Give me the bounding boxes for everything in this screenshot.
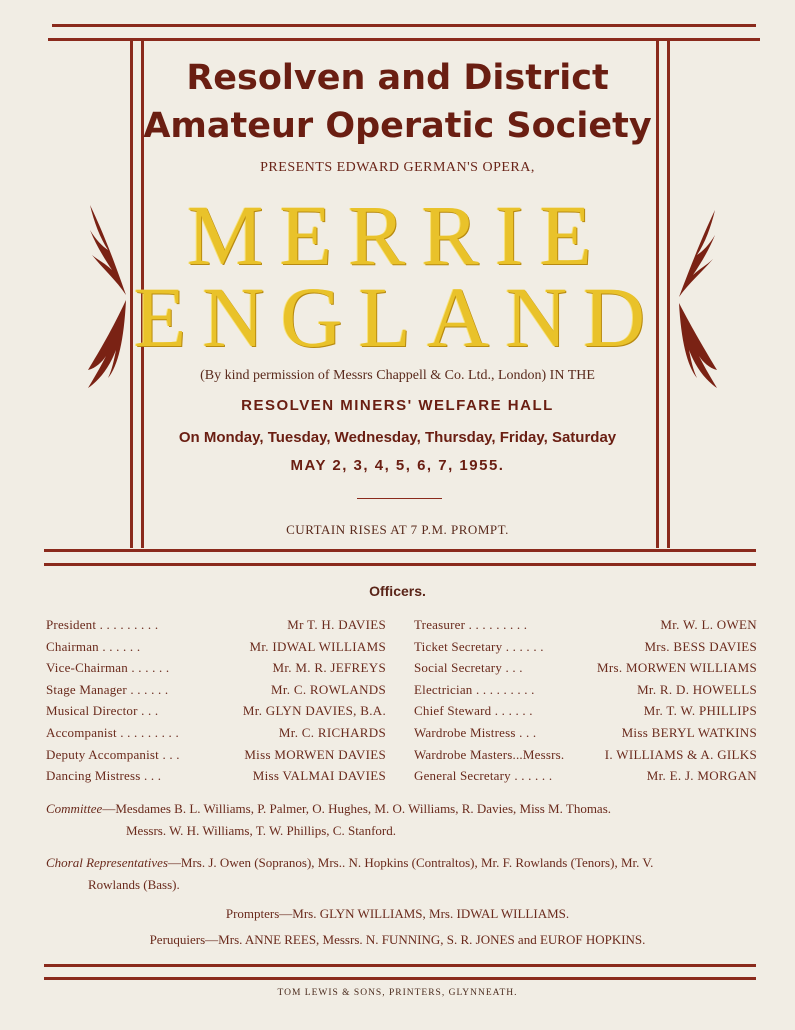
officer-role: Accompanist . . . . . . . . . bbox=[46, 724, 179, 740]
officer-role: Stage Manager . . . . . . bbox=[46, 681, 169, 697]
officer-role: Musical Director . . . bbox=[46, 703, 159, 719]
officer-role: Electrician . . . . . . . . . bbox=[414, 681, 535, 697]
officer-row bbox=[414, 614, 757, 636]
officer-row bbox=[414, 744, 757, 766]
officer-row bbox=[414, 679, 757, 701]
officer-role: Social Secretary . . . bbox=[414, 660, 523, 676]
curtain-line: CURTAIN RISES AT 7 P.M. PROMPT. bbox=[286, 522, 509, 537]
choral-label: Choral Representatives bbox=[46, 855, 168, 870]
printer-credit: TOM LEWIS & SONS, PRINTERS, GLYNNEATH. bbox=[277, 988, 518, 998]
officer-name: Mrs. BESS DAVIES bbox=[644, 638, 757, 654]
officer-name: Mr. R. D. HOWELLS bbox=[637, 681, 757, 697]
days-line: On Monday, Tuesday, Wednesday, Thursday, Friday, Saturday bbox=[178, 429, 617, 446]
officer-role: Chairman . . . . . . bbox=[46, 638, 141, 654]
committee-members: —Mesdames B. L. Williams, P. Palmer, O. Hughes, M. O. Williams, R. Davies, Miss M. Thomas. bbox=[102, 801, 612, 816]
officer-name: Miss MORWEN DAVIES bbox=[244, 746, 386, 762]
officer-role: Deputy Accompanist . . . bbox=[46, 746, 180, 762]
opera-title-merrie: MERRIE bbox=[187, 187, 608, 283]
officer-role: Ticket Secretary . . . . . . bbox=[414, 638, 544, 654]
permission-line: (By kind permission of Messrs Chappell & Co. Ltd., London) IN THE bbox=[200, 368, 595, 383]
officer-name: Mr. IDWAL WILLIAMS bbox=[249, 638, 386, 654]
officer-role: Treasurer . . . . . . . . . bbox=[414, 617, 528, 632]
officers-left-column bbox=[46, 614, 386, 787]
officer-name: Mr T. H. DAVIES bbox=[287, 617, 386, 632]
officer-role: Wardrobe Mistress . . . bbox=[414, 724, 537, 740]
officer-name: Mr. E. J. MORGAN bbox=[646, 768, 757, 784]
officer-row bbox=[46, 744, 386, 766]
officer-role: Dancing Mistress . . . bbox=[46, 768, 162, 784]
mid-rule-lower bbox=[44, 563, 756, 566]
venue-line: RESOLVEN MINERS' WELFARE HALL bbox=[241, 397, 554, 414]
officer-row bbox=[46, 614, 386, 636]
officer-role: Chief Steward . . . . . . bbox=[414, 703, 533, 719]
officer-name: Mr. T. W. PHILLIPS bbox=[643, 703, 757, 719]
officer-name: Mr. W. L. OWEN bbox=[660, 617, 757, 632]
choral-members: —Mrs. J. Owen (Sopranos), Mrs.. N. Hopkins (Contraltos), Mr. F. Rowlands (Tenors), Mr. V. bbox=[167, 855, 654, 870]
committee-line1 bbox=[46, 798, 766, 820]
mid-rule-upper bbox=[44, 549, 756, 552]
dates-line: MAY 2, 3, 4, 5, 6, 7, 1955. bbox=[290, 457, 505, 474]
officer-name: Mr. M. R. JEFREYS bbox=[272, 660, 386, 676]
officer-row bbox=[414, 722, 757, 744]
officer-row bbox=[414, 636, 757, 658]
committee-line2: Messrs. W. H. Williams, T. W. Phillips, C. Stanford. bbox=[126, 823, 396, 838]
peruquiers-line: Peruquiers—Mrs. ANNE REES, Messrs. N. FUNNING, S. R. JONES and EUROF HOPKINS. bbox=[149, 932, 646, 947]
presents-line: PRESENTS EDWARD GERMAN'S OPERA, bbox=[260, 160, 535, 175]
officer-row bbox=[414, 700, 757, 722]
officer-name: Mr. GLYN DAVIES, B.A. bbox=[242, 703, 386, 719]
officer-name: Mrs. MORWEN WILLIAMS bbox=[597, 660, 757, 676]
short-divider bbox=[357, 498, 442, 499]
society-title-line1: Resolven and District bbox=[186, 58, 609, 98]
officers-heading: Officers. bbox=[369, 583, 426, 599]
officer-role: President . . . . . . . . . bbox=[46, 617, 159, 632]
officer-name: Miss BERYL WATKINS bbox=[621, 724, 757, 740]
officer-row bbox=[414, 657, 757, 679]
bottom-rule-lower bbox=[44, 977, 756, 980]
bottom-rule-upper bbox=[44, 964, 756, 967]
officer-row bbox=[46, 657, 386, 679]
officer-row bbox=[46, 679, 386, 701]
choral-line2: Rowlands (Bass). bbox=[88, 877, 180, 892]
officer-name: I. WILLIAMS & A. GILKS bbox=[604, 746, 757, 762]
officers-right-column bbox=[414, 614, 757, 787]
officer-role: Wardrobe Masters...Messrs. bbox=[414, 746, 565, 762]
committee-label: Committee bbox=[46, 801, 103, 816]
top-rule-inner bbox=[48, 38, 760, 41]
society-title-line2: Amateur Operatic Society bbox=[143, 106, 652, 146]
officer-name: Mr. C. RICHARDS bbox=[278, 724, 386, 740]
officer-row bbox=[46, 765, 386, 787]
choral-line1 bbox=[46, 852, 766, 874]
officer-row bbox=[46, 636, 386, 658]
officer-name: Miss VALMAI DAVIES bbox=[252, 768, 386, 784]
opera-title-england: ENGLAND bbox=[133, 269, 662, 365]
officer-role: Vice-Chairman . . . . . . bbox=[46, 660, 170, 676]
officer-role: General Secretary . . . . . . bbox=[414, 768, 553, 784]
prompters-line: Prompters—Mrs. GLYN WILLIAMS, Mrs. IDWAL WILLIAMS. bbox=[225, 906, 570, 921]
officer-row bbox=[46, 700, 386, 722]
officer-row bbox=[414, 765, 757, 787]
officer-name: Mr. C. ROWLANDS bbox=[270, 681, 386, 697]
top-rule-outer bbox=[52, 24, 756, 27]
officer-row bbox=[46, 722, 386, 744]
